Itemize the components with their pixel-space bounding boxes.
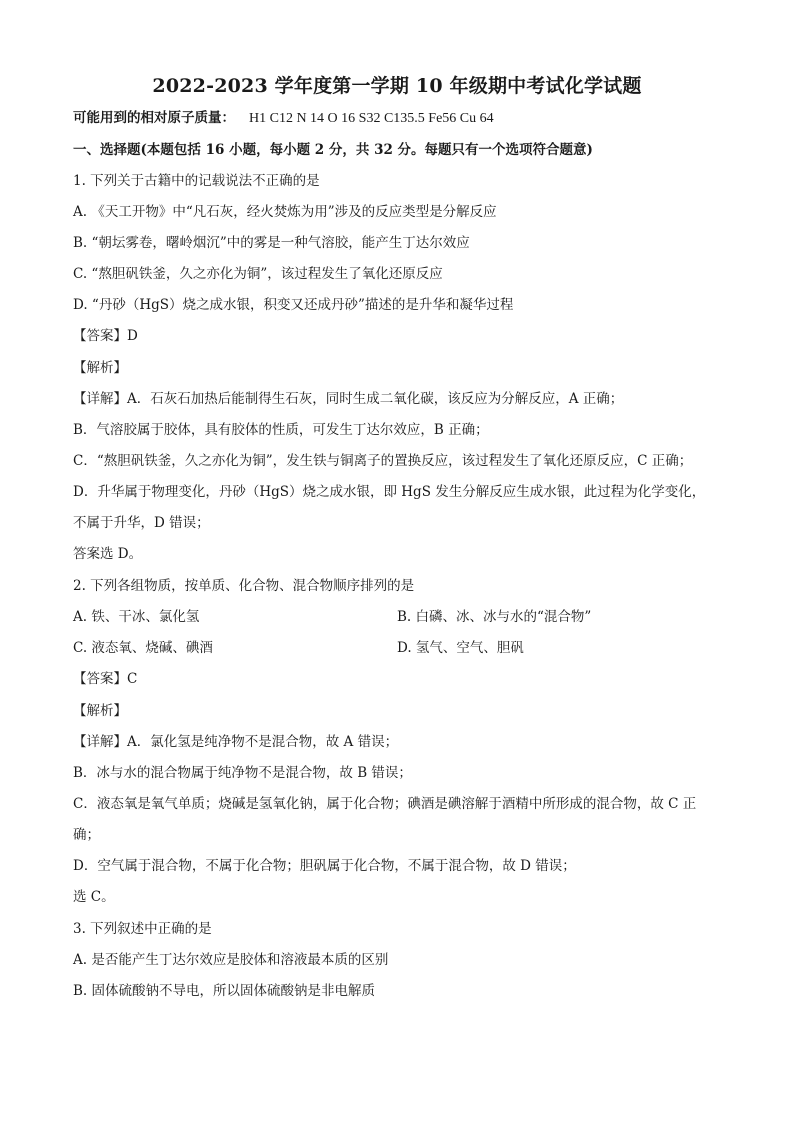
q1-conclusion: 答案选 D。 xyxy=(73,546,143,562)
q2-detail-c1: C．液态氧是氧气单质；烧碱是氢氧化钠，属于化合物；碘酒是碘溶解于酒精中所形成的混合物，故 C 正 xyxy=(73,796,697,812)
q2-detail-b: B．冰与水的混合物属于纯净物不是混合物，故 B 错误； xyxy=(73,765,412,781)
q2-conclusion: 选 C。 xyxy=(73,889,115,905)
q1-stem: 1. 下列关于古籍中的记载说法不正确的是 xyxy=(73,173,320,189)
q1-detail-b: B．气溶胶属于胶体，具有胶体的性质，可发生丁达尔效应，B 正确； xyxy=(73,422,489,438)
q1-answer: 【答案】D xyxy=(73,328,138,344)
q1-option-c: C. “熬胆矾铁釜，久之亦化为铜”，该过程发生了氧化还原反应 xyxy=(73,266,443,282)
q3-option-b: B. 固体硫酸钠不导电，所以固体硫酸钠是非电解质 xyxy=(73,983,376,999)
atomic-mass-label: 可能用到的相对原子质量： xyxy=(73,110,235,126)
q3-stem: 3. 下列叙述中正确的是 xyxy=(73,921,212,937)
q1-option-d: D. “丹砂（HgS）烧之成水银，积变又还成丹砂”描述的是升华和凝华过程 xyxy=(73,297,514,313)
q1-detail-a: 【详解】A．石灰石加热后能制得生石灰，同时生成二氧化碳，该反应为分解反应，A 正确； xyxy=(73,391,624,407)
q2-answer: 【答案】C xyxy=(73,671,138,687)
q1-detail-d1: D．升华属于物理变化，丹砂（HgS）烧之成水银，即 HgS 发生分解反应生成水银，此过程为化学变化， xyxy=(73,484,706,500)
section-heading: 一、选择题(本题包括 16 小题，每小题 2 分，共 32 分。每题只有一个选项符合题意) xyxy=(73,142,593,158)
atomic-mass-line xyxy=(73,109,494,128)
q2-option-b: B. 白磷、冰、冰与水的“混合物” xyxy=(397,609,592,625)
atomic-mass-values: H1 C12 N 14 O 16 S32 C135.5 Fe56 Cu 64 xyxy=(249,111,494,126)
page-title: 2022-2023 学年度第一学期 10 年级期中考试化学试题 xyxy=(152,75,642,97)
q1-detail-d2: 不属于升华，D 错误； xyxy=(73,515,210,531)
q1-option-a: A. 《天工开物》中“凡石灰，经火焚炼为用”涉及的反应类型是分解反应 xyxy=(73,204,497,220)
q1-analysis: 【解析】 xyxy=(73,360,127,376)
q2-option-c: C. 液态氧、烧碱、碘酒 xyxy=(73,640,213,656)
q2-detail-c2: 确； xyxy=(73,827,100,843)
q2-option-d: D. 氢气、空气、胆矾 xyxy=(397,640,524,656)
q2-option-a: A. 铁、干冰、氯化氢 xyxy=(73,609,200,625)
q2-analysis: 【解析】 xyxy=(73,703,127,719)
q1-detail-c: C．“熬胆矾铁釜，久之亦化为铜”，发生铁与铜离子的置换反应，该过程发生了氧化还原反应，C 正确； xyxy=(73,453,693,469)
q3-option-a: A. 是否能产生丁达尔效应是胶体和溶液最本质的区别 xyxy=(73,952,389,968)
q2-stem: 2. 下列各组物质，按单质、化合物、混合物顺序排列的是 xyxy=(73,578,415,594)
q2-detail-d: D．空气属于混合物，不属于化合物；胆矾属于化合物，不属于混合物，故 D 错误； xyxy=(73,858,576,874)
q2-detail-a: 【详解】A．氯化氢是纯净物不是混合物，故 A 错误； xyxy=(73,734,399,750)
q1-option-b: B. “朝坛雾卷，曙岭烟沉”中的雾是一种气溶胶，能产生丁达尔效应 xyxy=(73,235,470,251)
